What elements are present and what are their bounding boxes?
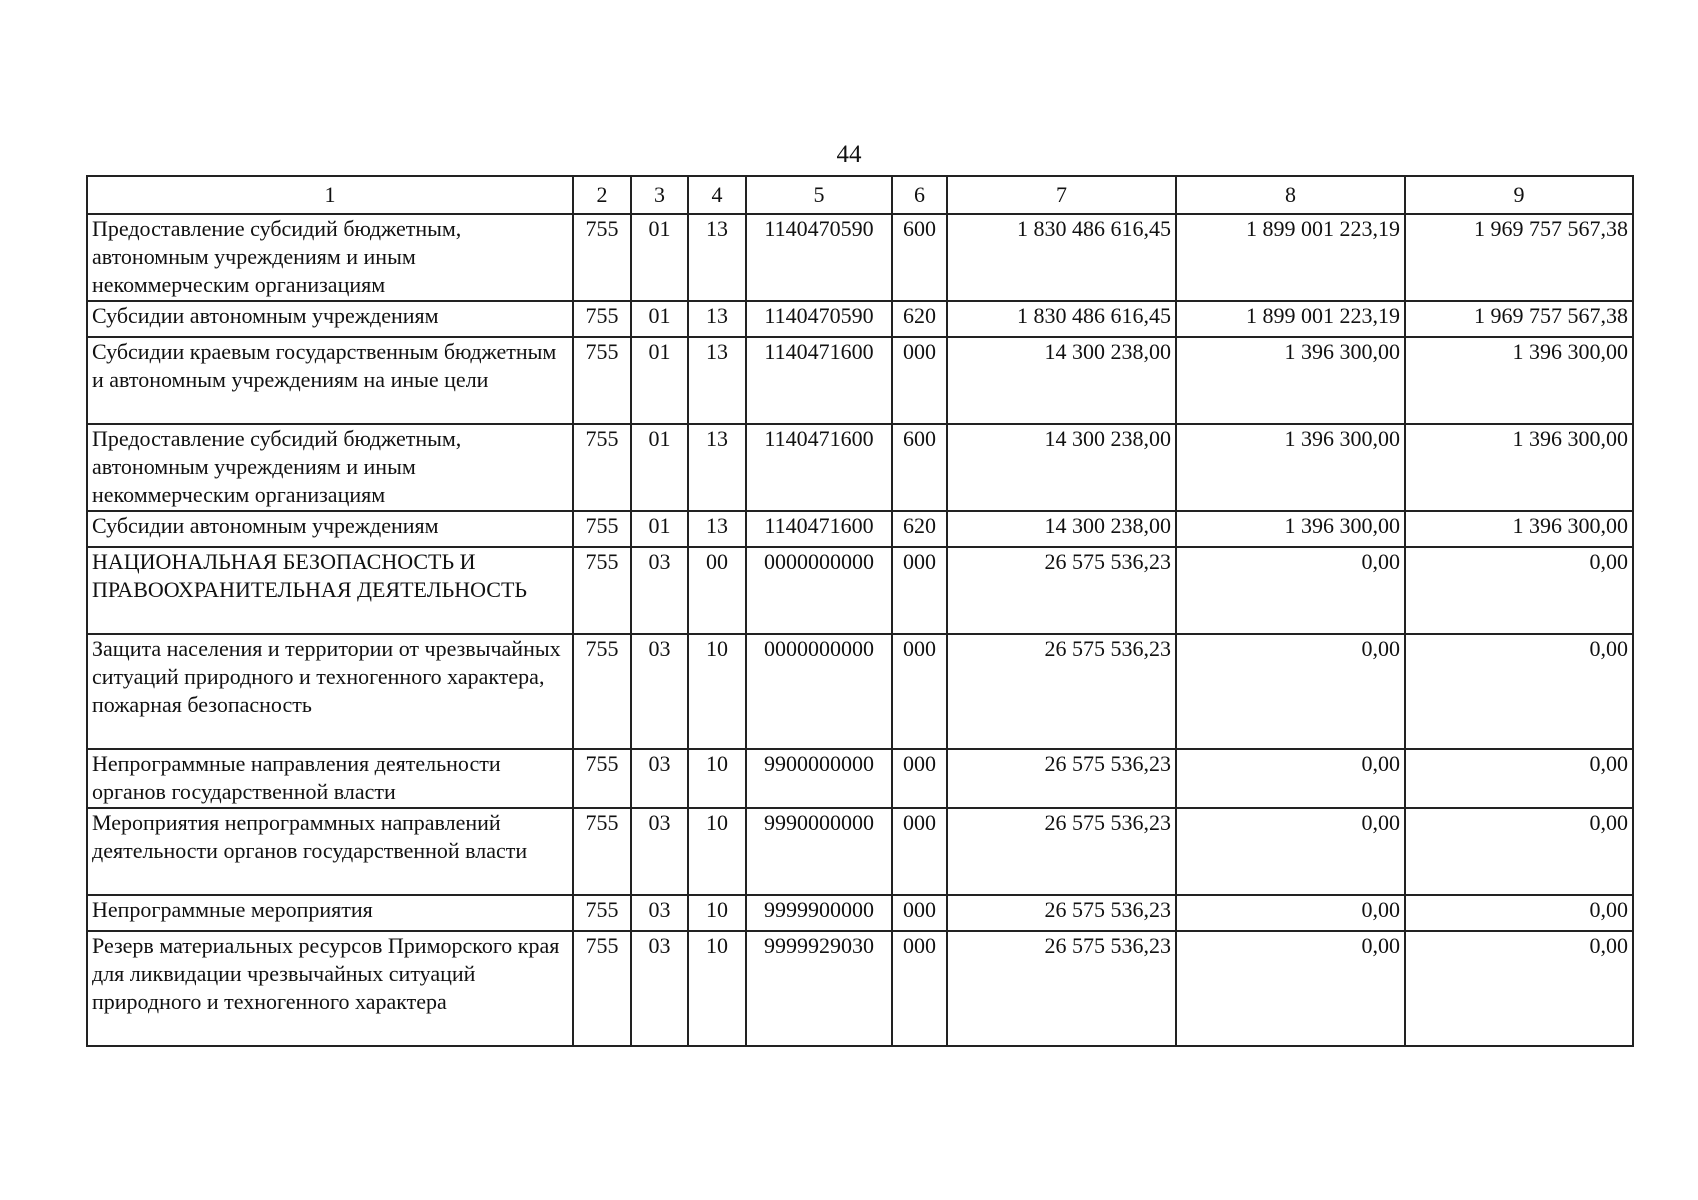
expense-type-code: 620 (892, 511, 947, 547)
table-row (87, 895, 1633, 931)
ministry-code: 755 (573, 895, 631, 931)
amount-col-7: 26 575 536,23 (947, 749, 1176, 808)
table-row (87, 214, 1633, 301)
expense-type-code: 000 (892, 808, 947, 895)
subsection-code: 13 (688, 511, 746, 547)
target-article-code: 1140471600 (746, 424, 892, 511)
section-code: 03 (631, 808, 688, 895)
page-number: 44 (836, 141, 862, 168)
table-row (87, 547, 1633, 634)
column-header-5: 5 (746, 176, 892, 214)
amount-col-7: 26 575 536,23 (947, 547, 1176, 634)
subsection-code: 13 (688, 301, 746, 337)
target-article-code: 9999900000 (746, 895, 892, 931)
amount-col-7: 26 575 536,23 (947, 895, 1176, 931)
section-code: 01 (631, 511, 688, 547)
amount-col-8: 1 899 001 223,19 (1176, 301, 1405, 337)
table-row (87, 749, 1633, 808)
amount-col-7: 1 830 486 616,45 (947, 301, 1176, 337)
expense-type-code: 600 (892, 424, 947, 511)
row-name: НАЦИОНАЛЬНАЯ БЕЗОПАСНОСТЬ И ПРАВООХРАНИТЕЛЬНАЯ ДЕЯТЕЛЬНОСТЬ (87, 547, 573, 634)
amount-col-7: 26 575 536,23 (947, 634, 1176, 749)
amount-col-8: 0,00 (1176, 749, 1405, 808)
amount-col-8: 1 396 300,00 (1176, 424, 1405, 511)
ministry-code: 755 (573, 547, 631, 634)
column-header-7: 7 (947, 176, 1176, 214)
target-article-code: 9999929030 (746, 931, 892, 1046)
row-name: Непрограммные направления деятельности органов государственной власти (87, 749, 573, 808)
amount-col-7: 14 300 238,00 (947, 337, 1176, 424)
column-header-9: 9 (1405, 176, 1633, 214)
table-row (87, 424, 1633, 511)
amount-col-8: 0,00 (1176, 634, 1405, 749)
subsection-code: 00 (688, 547, 746, 634)
target-article-code: 1140471600 (746, 337, 892, 424)
amount-col-9: 0,00 (1405, 895, 1633, 931)
expense-type-code: 620 (892, 301, 947, 337)
expense-type-code: 000 (892, 547, 947, 634)
subsection-code: 13 (688, 214, 746, 301)
table-row (87, 634, 1633, 749)
target-article-code: 1140471600 (746, 511, 892, 547)
ministry-code: 755 (573, 424, 631, 511)
section-code: 03 (631, 895, 688, 931)
column-header-2: 2 (573, 176, 631, 214)
amount-col-9: 1 396 300,00 (1405, 337, 1633, 424)
target-article-code: 0000000000 (746, 547, 892, 634)
section-code: 03 (631, 634, 688, 749)
section-code: 03 (631, 547, 688, 634)
ministry-code: 755 (573, 808, 631, 895)
row-name: Непрограммные мероприятия (87, 895, 573, 931)
section-code: 03 (631, 931, 688, 1046)
column-header-6: 6 (892, 176, 947, 214)
table-row (87, 301, 1633, 337)
amount-col-7: 14 300 238,00 (947, 511, 1176, 547)
target-article-code: 1140470590 (746, 214, 892, 301)
subsection-code: 10 (688, 749, 746, 808)
expense-type-code: 000 (892, 931, 947, 1046)
table-row (87, 337, 1633, 424)
expense-type-code: 000 (892, 895, 947, 931)
amount-col-7: 26 575 536,23 (947, 808, 1176, 895)
amount-col-8: 0,00 (1176, 895, 1405, 931)
row-name: Субсидии автономным учреждениям (87, 301, 573, 337)
amount-col-7: 14 300 238,00 (947, 424, 1176, 511)
amount-col-8: 0,00 (1176, 931, 1405, 1046)
ministry-code: 755 (573, 301, 631, 337)
row-name: Субсидии автономным учреждениям (87, 511, 573, 547)
ministry-code: 755 (573, 214, 631, 301)
row-name: Предоставление субсидий бюджетным, автономным учреждениям и иным некоммерческим организациям (87, 214, 573, 301)
expense-type-code: 600 (892, 214, 947, 301)
expense-type-code: 000 (892, 337, 947, 424)
ministry-code: 755 (573, 337, 631, 424)
budget-table (86, 175, 1634, 1047)
amount-col-9: 0,00 (1405, 808, 1633, 895)
column-header-3: 3 (631, 176, 688, 214)
subsection-code: 10 (688, 808, 746, 895)
amount-col-9: 0,00 (1405, 931, 1633, 1046)
table-row (87, 931, 1633, 1046)
subsection-code: 13 (688, 337, 746, 424)
column-header-1: 1 (87, 176, 573, 214)
amount-col-7: 26 575 536,23 (947, 931, 1176, 1046)
subsection-code: 13 (688, 424, 746, 511)
amount-col-9: 0,00 (1405, 547, 1633, 634)
table-row (87, 511, 1633, 547)
table-row (87, 808, 1633, 895)
target-article-code: 9900000000 (746, 749, 892, 808)
amount-col-7: 1 830 486 616,45 (947, 214, 1176, 301)
column-header-8: 8 (1176, 176, 1405, 214)
row-name: Резерв материальных ресурсов Приморского края для ликвидации чрезвычайных ситуаций природного и техногенного характера (87, 931, 573, 1046)
section-code: 01 (631, 301, 688, 337)
amount-col-8: 0,00 (1176, 547, 1405, 634)
subsection-code: 10 (688, 931, 746, 1046)
amount-col-9: 1 396 300,00 (1405, 424, 1633, 511)
expense-type-code: 000 (892, 749, 947, 808)
amount-col-8: 1 899 001 223,19 (1176, 214, 1405, 301)
amount-col-9: 0,00 (1405, 634, 1633, 749)
target-article-code: 9990000000 (746, 808, 892, 895)
subsection-code: 10 (688, 895, 746, 931)
amount-col-8: 1 396 300,00 (1176, 511, 1405, 547)
column-header-4: 4 (688, 176, 746, 214)
row-name: Предоставление субсидий бюджетным, автономным учреждениям и иным некоммерческим организациям (87, 424, 573, 511)
section-code: 03 (631, 749, 688, 808)
ministry-code: 755 (573, 511, 631, 547)
amount-col-8: 0,00 (1176, 808, 1405, 895)
section-code: 01 (631, 337, 688, 424)
section-code: 01 (631, 424, 688, 511)
row-name: Мероприятия непрограммных направлений деятельности органов государственной власти (87, 808, 573, 895)
target-article-code: 0000000000 (746, 634, 892, 749)
subsection-code: 10 (688, 634, 746, 749)
target-article-code: 1140470590 (746, 301, 892, 337)
row-name: Защита населения и территории от чрезвычайных ситуаций природного и техногенного характера, пожарная безопасность (87, 634, 573, 749)
header-row (87, 176, 1633, 214)
ministry-code: 755 (573, 931, 631, 1046)
ministry-code: 755 (573, 749, 631, 808)
amount-col-8: 1 396 300,00 (1176, 337, 1405, 424)
expense-type-code: 000 (892, 634, 947, 749)
section-code: 01 (631, 214, 688, 301)
row-name: Субсидии краевым государственным бюджетным и автономным учреждениям на иные цели (87, 337, 573, 424)
amount-col-9: 0,00 (1405, 749, 1633, 808)
amount-col-9: 1 969 757 567,38 (1405, 301, 1633, 337)
amount-col-9: 1 396 300,00 (1405, 511, 1633, 547)
amount-col-9: 1 969 757 567,38 (1405, 214, 1633, 301)
ministry-code: 755 (573, 634, 631, 749)
